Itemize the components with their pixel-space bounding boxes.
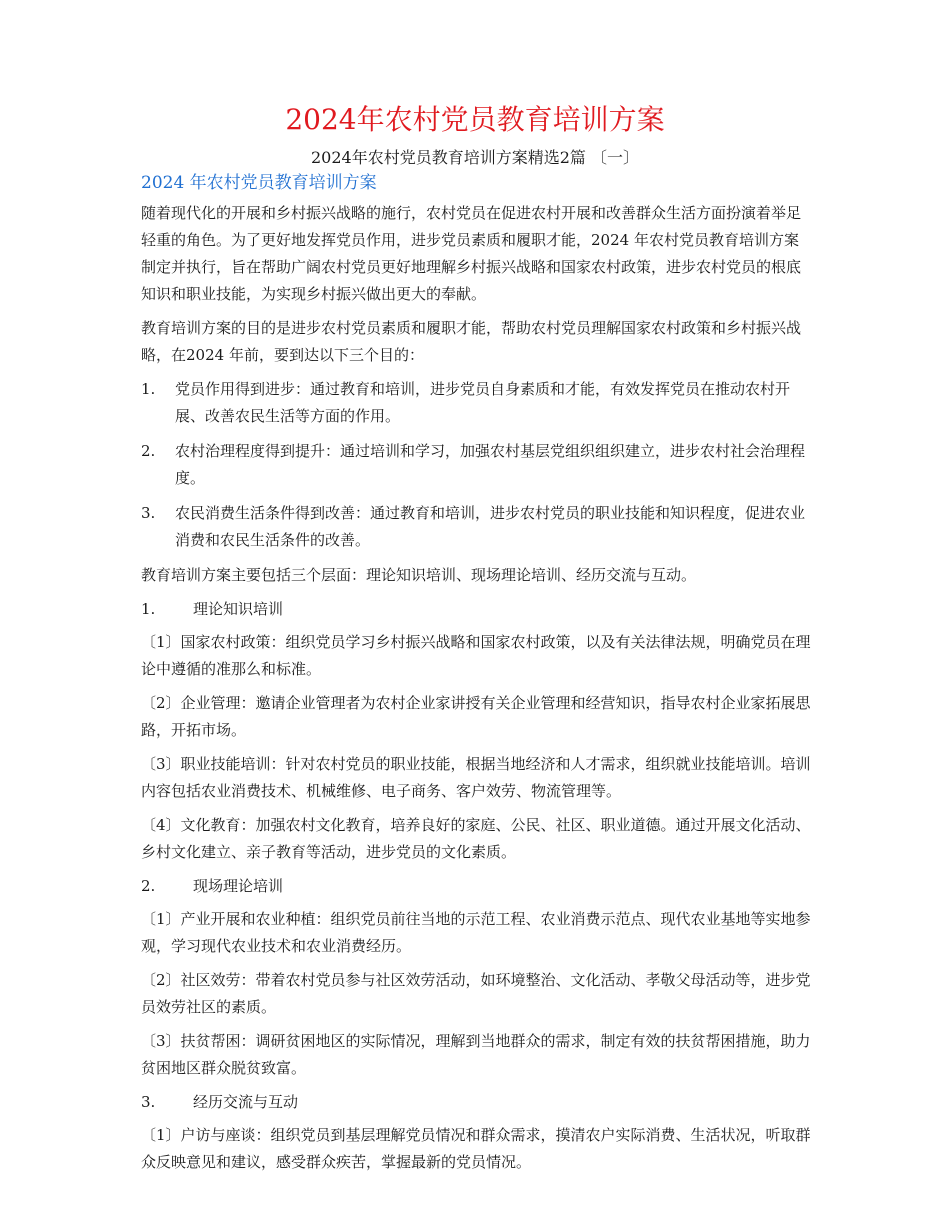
- subsection-item: 〔2〕社区效劳：带着农村党员参与社区效劳活动，如环境整治、文化活动、孝敬父母活动等，进步党员效劳社区的素质。: [141, 971, 811, 1016]
- layers-paragraph: 教育培训方案主要包括三个层面：理论知识培训、现场理论培训、经历交流与互动。: [141, 566, 697, 584]
- goal-text: 党员作用得到进步：通过教育和培训，进步党员自身素质和才能，有效发挥党员在推动农村开展、改善农民生活等方面的作用。: [175, 380, 791, 425]
- subsection-item: 〔1〕户访与座谈：组织党员到基层理解党员情况和群众需求，摸清农户实际消费、生活状况，听取群众反映意见和建议，感受群众疾苦，掌握最新的党员情况。: [141, 1126, 811, 1171]
- goal-item: [141, 376, 811, 430]
- goal-number: 3.: [141, 504, 156, 522]
- subsection-number: 3.: [141, 1093, 156, 1111]
- intro-paragraph: 随着现代化的开展和乡村振兴战略的施行，农村党员在促进农村开展和改善群众生活方面扮演着举足轻重的角色。为了更好地发挥党员作用，进步党员素质和履职才能，2024 年农村党员教育培训方案制定并执行，旨在帮助广阔农村党员更好地理解乡村振兴战略和国家农村政策，进步农村党员的根底知识和职业技能，为实现乡村振兴做出更大的奉献。: [141, 204, 802, 303]
- goal-number: 1.: [141, 380, 156, 398]
- document-title: 2024年农村党员教育培训方案: [285, 103, 665, 136]
- subsection-title: 理论知识培训: [193, 600, 284, 618]
- subsection-title: 经历交流与互动: [193, 1093, 299, 1111]
- subsection-number: 1.: [141, 600, 156, 618]
- subsection-item: 〔1〕国家农村政策：组织党员学习乡村振兴战略和国家农村政策，以及有关法律法规，明确党员在理论中遵循的准那么和标准。: [141, 633, 811, 678]
- subsection-item: 〔4〕文化教育：加强农村文化教育，培养良好的家庭、公民、社区、职业道德。通过开展文化活动、乡村文化建立、亲子教育等活动，进步党员的文化素质。: [141, 816, 811, 861]
- goal-text: 农村治理程度得到提升：通过培训和学习，加强农村基层党组织组织建立，进步农村社会治理程度。: [175, 442, 806, 487]
- subsection-heading: [141, 873, 811, 900]
- document-body: [141, 200, 811, 1183]
- subsection-item: 〔3〕职业技能培训：针对农村党员的职业技能，根据当地经济和人才需求，组织就业技能培训。培训内容包括农业消费技术、机械维修、电子商务、客户效劳、物流管理等。: [141, 755, 811, 800]
- section-heading: 2024 年农村党员教育培训方案: [141, 173, 377, 193]
- subsection-item: 〔2〕企业管理：邀请企业管理者为农村企业家讲授有关企业管理和经营知识，指导农村企业家拓展思路，开拓市场。: [141, 694, 811, 739]
- goal-item: [141, 500, 811, 554]
- subsection-number: 2.: [141, 877, 156, 895]
- goal-item: [141, 438, 811, 492]
- goal-text: 农民消费生活条件得到改善：通过教育和培训，进步农村党员的职业技能和知识程度，促进农业消费和农民生活条件的改善。: [175, 504, 806, 549]
- goal-number: 2.: [141, 442, 156, 460]
- document-subtitle: 2024年农村党员教育培训方案精选2篇 〔一〕: [311, 148, 639, 167]
- subsection-item: 〔1〕产业开展和农业种植：组织党员前往当地的示范工程、农业消费示范点、现代农业基地等实地参观，学习现代农业技术和农业消费经历。: [141, 910, 811, 955]
- goals-intro-paragraph: 教育培训方案的目的是进步农村党员素质和履职才能，帮助农村党员理解国家农村政策和乡村振兴战略，在2024 年前，要到达以下三个目的：: [141, 319, 802, 364]
- subsection-heading: [141, 596, 811, 623]
- subsection-title: 现场理论培训: [193, 877, 284, 895]
- subsection-item: 〔3〕扶贫帮困：调研贫困地区的实际情况，理解到当地群众的需求，制定有效的扶贫帮困措施，助力贫困地区群众脱贫致富。: [141, 1032, 811, 1077]
- subsection-heading: [141, 1089, 811, 1116]
